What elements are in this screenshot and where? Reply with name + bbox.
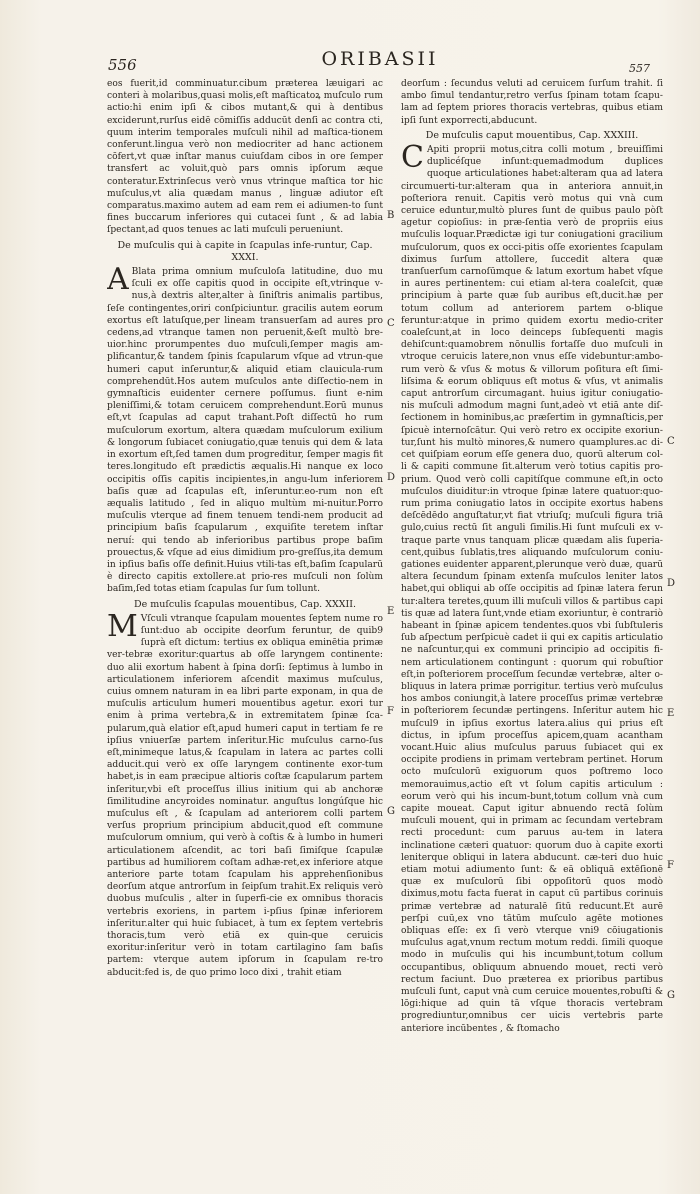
- drop-cap: A: [107, 262, 129, 298]
- right-margin-letters: [667, 78, 681, 1118]
- chapter-33-paragraph: [401, 140, 663, 1035]
- margin-letter: E: [387, 606, 395, 617]
- margin-letter: G: [667, 990, 675, 1001]
- right-intro-paragraph: deorſum : ſecundus veluti ad ceruicem ſurſum trahit. ſi ambo ſimul tendantur,retro verſus ſpinam totam ſcapu-lam ad ſeptem priores thoracis vertebras, quibus etiam ipſi ſunt exporrecti,abducunt.: [401, 79, 663, 126]
- chapter-31-paragraph: [107, 262, 383, 595]
- chapter-heading-33: De muſculis caput mouentibus, Cap. XXXIII.: [425, 129, 639, 141]
- margin-letter: C: [387, 318, 395, 329]
- running-title: ORIBASII: [321, 48, 439, 70]
- chapter-32-paragraph: [107, 608, 383, 979]
- page-header: [100, 48, 660, 74]
- left-margin-letters: [387, 78, 401, 1118]
- chapter-31-text: Blata prima omnium muſculoſa latitudine, duo mu ſculi ex oſſe capitis quod in occipite eſt,vtrinque v-nus,à dextris alter,alter à ſiniſtris animalis partibus, ſeſe contingentes,oriri conſpiciuntur. gracilis autem eorum exortus eſt latuſque,per lineam transuerſam ad aures pro cedens,ad vtranque tamen non peruenit,&eſt multò bre-uior.hinc prorumpentes duo muſculi,ſemper magis am-plificantur,& tandem ſpinis ſcapularum vſque ad vtrun-que humeri caput inſeruntur,& aliquid etiam clauicula-rum comprehendūt.Hos autem muſculos ante diſſectio-nem in gymnaſticis euidenter cernere poſſumus. ſiunt e-nim pleniſſimi,& totam ceruicem comprehendunt.Eorū munus eſt,vt ſcapulas ad caput trahant.Poſt diſſectū ho rum muſculorum exortum, altera quædam muſculorum exilium & longorum ſubiacet coniugatio,quæ tenuis qui dem & lata in exortum eſt,ſed tamen dum progreditur, ſemper magis fit teres.longitudo eſt prædictis æqualis.Hi nanque ex loco occipitis oſſis capitis incipientes,in angu-lum inferiorem baſis quæ ad ſcapulas eſt, inſeruntur.eo-rum non eſt æqualis latitudo , ſed in aliquo multùm mi-nuitur.Porro muſculis vterque ad finem tenuem tendi-nem producit ad principium baſis ſcapularum , exquiſite teretem inſtar neruí: qui tendo ab inferioribus partibus prope baſim prouectus,& vſque ad eius dimidium pro-greſſus,ita demum in ipſius baſis oſſe definit.Huius vtili-tas eſt,baſim ſcapularū è directo capitis extollere.at prio-res muſculi non ſolùm baſim,ſed totas etiam ſcapulas ſur ſum tollunt.: [107, 267, 383, 595]
- margin-letter: D: [387, 472, 396, 483]
- margin-letter: B: [387, 210, 395, 221]
- left-intro-paragraph: eos fuerit,id comminuatur.cibum præterea læuigari ac conteri à molaribus,quasi molis,eſt maſticatoꝝ muſculo rum actio:hi enim ipſi & cibos mutant,& qui à dentibus exciderunt,rurſus eidē cōmiſſis adducūt denſi ac contra cti, quum interim temporales muſculi nihil ad maſtica-tionem conferunt.lingua verò non mediocriter ad hanc actionem cōfert,vt quæ inſtar manus cuiuſdam cibos in ore ſemper transfert ac voluit,quò pars omnis ipſorum æque conteratur.Extrinſecus verò vnus vtrinque maſtica tor hic muſculus,vt alia quædam manus , linguæ adiutor eſt comparatus.maximo autem ad eam rem ei adiumen-to ſunt fines buccarum inferiores qui cutacei ſunt , & ad labia ſpectant,ad quos tenues ac lati muſculi perueniunt.: [107, 79, 383, 236]
- drop-cap: M: [107, 608, 138, 644]
- margin-letter: G: [387, 806, 395, 817]
- right-column: [401, 78, 663, 1118]
- margin-letter: D: [667, 578, 676, 589]
- right-page-number: 557: [629, 62, 650, 75]
- chapter-heading-31: De muſculis qui à capite in ſcapulas infe-runtur, Cap. XXXI.: [117, 239, 373, 263]
- chapter-33-text: Apiti proprii motus,citra colli motum , breuiſſimi duplicéſque inſunt:quemadmodum duplices quoque articulationes habet:alteram qua ad latera circumuerti-tur:alteram qua in anteriora annuit,in poſteriora renuit. Capitis verò motus qui vnà cum ceruice eduntur,multò plures ſunt de quibus paulo pòſt agetur copioſius: in præ-ſentia verò de propriis eius muſculis loquar.Prædictæ igi tur coniugationi gracilium muſculorum, quos ex occi-pitis oſſe exorientes ſcapulam diximus ſurſum attollere, ſuccedit altera quæ tranſuerſum carnoſūmque & latum exortum habet vſque in aures pertinentem: cui etiam al-tera coaleſcit, quæ principium à parte quæ ſub auribus eſt,ducit.hæ per totum collum ad anteriorem partem o-blique feruntur:atque in primo quidem exortu medio-criter coaleſcunt,at in loco deinceps ſubſequenti magis dehiſcunt:quamobrem nōnullis fortaſſe duo muſculi in vtroque ceruicis latere,non vnus eſſe videbuntur:ambo-rum verò & vſus & motus & villorum poſitura eſt ſimi-liſsima & eorum obliquus eſt motus & vſus, vt animalis caput antrorſum circumagant. huius igitur coniugatio-nis muſculi admodum magni ſunt,adeò vt etiā ante diſ-ſectionem in hominibus,ac præſertim in gymnaſticis,per ſpicuè internoſcātur. Qui verò retro ex occipite exoriun-tur,ſunt his multò minores,& numero quamplures.ac di-cet quiſpiam eorum eſſe genera duo, quorū alterum col-li & capiti commune ſit.alterum verò totius capitis pro-prium. Quod verò colli capitíſque commune eſt,in octo muſculos diuiditur:in vtroque ſpinæ latere quatuor:quo-rum prima coniugatio latos in occipite exortus habens deſcēdēdo anguſtatur,vt fiat vtriuſq; muſculi figura triā gulo,cuius rectū ſit anguli ſimilis.Hi ſunt muſculi ex v-traque parte vnus tanquam plicæ quædam alis ſuperia-cent,quibus ſublatis,tres aliquando muſculorum coniu-gationes euidenter apparent,plerunque verò duæ, quarū altera ſecundum ſpinam extenſa muſculos leniter latos habet,qui obliqui ab oſſe occipitis ad ſpinæ latera ferun tur:altera teretes,quum illi muſculi villos & partibus capi tis quæ ad latera ſunt,vnde etiam exoriuntur, è contrariò habeant in ſpinæ apicem tendentes.quos vbi ſubſtuleris ſub aſpectum perſpicuè cadet ii qui ex capitis articulatio ne naſcuntur,qui ex communi principio ad occipitis fi-nem articulationem contingunt : quorum qui robuſtior eſt,in poſteriorem proceſſum ſecundæ vertebræ, alter o-bliquus in latera primæ porrigitur. tertius verò muſculus hos ambos coniungit,à latere proceſſus primæ vertebræ in poſteriorem ſecundæ pertingens. Inſeritur autem hic muſcul9 in ipſius exortus latera.alius qui prius eſt dictus, in ipſum proceſſus apicem,quam acantham vocant.Huic alius muſculus paruus ſubiacet qui ex occipite prodiens in primam vertebram pertinet. Horum octo muſculorū exiguorum quos poſtremo loco memorauimus,actio eſt vt ſolum capitis articulum : eorum verò qui his incum-bunt,totum collum vnà cum capite moueat. Caput igitur abnuendo rectā ſolùm muſculi mouent, qui in primam ac ſecundam vertebram recti procedunt: cum paruus au-tem in latera inclinatione cæteri quatuor: quorum duo à capite exorti leniterque obliqui in latera abducunt. cæ-teri duo huic etiam motui adiumento ſunt: & eā obliquā extēſionē quæ ex muſculorū ſibi oppoſitorū quos modò diximus,motu facta fuerat in caput cū partibus corinuis primæ vertebræ ad naturalē ſitū reducunt.Et aurē perſpi cuū,ex vno tātūm muſculo agēte motiones obliquas eſſe: ex ſi verò vterque vni9 cōiugationis muſculus agat,vnum rectum motum reddi. ſimili quoque modo in muſculis qui his incumbunt,totum collum occupantibus, obliquum abnuendo mouet, recti verò rectum faciunt. Duo præterea ex prioribus partibus muſculi ſunt, caput vnà cum ceruice mouentes,robuſti & lōgi:hique ad quin tā vſque thoracis vertebram progrediuntur,omnibus cer uicis vertebris parte anteriore incūbentes , & ſtomacho: [401, 145, 663, 1034]
- margin-letter: F: [387, 706, 394, 717]
- chapter-heading-32: De muſculis ſcapulas mouentibus, Cap. XXXII.: [133, 598, 357, 610]
- left-page-number: 556: [108, 56, 137, 74]
- chapter-32-text: Vſculi vtranque ſcapulam mouentes ſeptem nume ro ſunt:duo ab occipite deorſum feruntur, de quib9 ſuprà eſt dictum: tertius ex obliqua eminētia primæ ver-tebræ exoritur:quartus ab oſſe laryngem continente: duo alii exortum habent à ſpina dorſi: ſeptimus à lumbo in articulationem inferiorem aſcendit maximus muſculus, cuius omnem naturam in ea libri parte exponam, in qua de muſculis articulum humeri mouentibus agetur. exori tur enim à prima vertebra,& in extremitatem ſpinæ ſca-pularum,quà elatior eſt,apud humeri caput in tertiam fe re ipſius vniuerſæ partem inſeritur.Hic muſculus carno-ſus eſt,minimeque latus,& ſcapulam in latera ac partes colli adducit.qui verò ex oſſe laryngem continente exor-tum habet,is in eam præcipue altioris coſtæ ſcapularum partem inſeritur,vbi eſt proceſſus illius initium qui ab anchoræ ſimilitudine ancyroides nominatur. anguſtus longúſque hic muſculus eſt , & ſcapulam ad anteriorem colli partem verſus proprium principium abducit,quod eſt commune muſculorum omnium, qui verò à coſtis & à lumbo in humeri articulationem aſcendit, ac tori baſi ſimiſque ſcapulæ partibus ad humiliorem coſtam adhæ-ret,ex inferiore atque anteriore parte totam ſcapulam his apprehenſionibus deorſum atque antrorſum in ſeipſum trahit.Ex reliquis verò duobus muſculis , alter in ſuperfi-cie ex omnibus thoracis vertebris exoriens, in partem i-pſius ſpinæ inferiorem inſeritur.alter qui huic ſubiacet, à tum ex ſeptem vertebris thoracis,tum verò etiā ex quin-que ceruicis exoritur:inſeritur verò in totam cartilagino ſam baſis partem: vterque autem ipſorum in ſcapulam re-tro abducit:fed is, de quo primo loco dixi , trahit etiam: [107, 613, 383, 978]
- left-column: [107, 78, 383, 1118]
- margin-letter: F: [667, 860, 674, 871]
- drop-cap: C: [401, 140, 424, 176]
- margin-letter: E: [667, 708, 675, 719]
- margin-letter: C: [667, 436, 675, 447]
